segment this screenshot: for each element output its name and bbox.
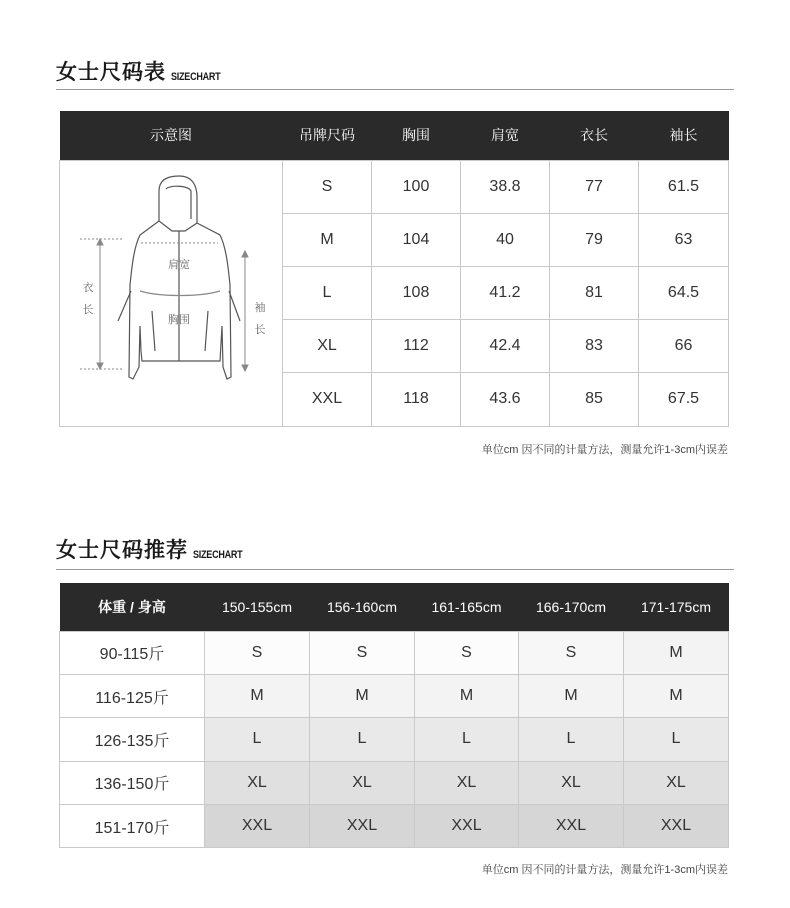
size-recommend-row-label: 90-115斤 (60, 631, 205, 674)
size-recommend-cell: S (310, 631, 415, 674)
size-recommend-cell: M (624, 631, 729, 674)
size-chart-header-cell: 衣长 (550, 111, 639, 160)
size-chart-table (59, 111, 729, 427)
size-recommend-row-label: 116-125斤 (60, 674, 205, 717)
size-recommend-title-en: SIZECHART (193, 549, 243, 561)
size-recommend-cell: XXL (415, 805, 519, 848)
size-recommend-divider (56, 569, 734, 570)
size-chart-cell: 108 (372, 266, 461, 319)
label-chest: 胸围 (168, 312, 190, 326)
size-recommend-header-row (60, 583, 729, 631)
size-chart-header-cell: 肩宽 (461, 111, 550, 160)
size-chart-cell: 104 (372, 213, 461, 266)
label-shoulder: 肩宽 (168, 257, 190, 271)
size-recommend-row (60, 674, 729, 717)
size-recommend-cell: M (310, 674, 415, 717)
size-recommend-header-cell: 体重 / 身高 (60, 583, 205, 631)
size-chart-cell: 61.5 (639, 160, 729, 213)
size-recommend-note: 单位cm 因不同的计量方法，测量允许1-3cm内误差 (481, 864, 728, 876)
size-chart-cell: 66 (639, 320, 729, 373)
size-recommend-cell: XL (205, 761, 310, 804)
size-recommend-cell: XXL (310, 805, 415, 848)
size-chart-cell: 41.2 (461, 266, 550, 319)
size-chart-cell: M (283, 213, 372, 266)
size-recommend-row-label: 136-150斤 (60, 761, 205, 804)
size-chart-title-zh: 女士尺码表 (56, 61, 166, 84)
size-chart-title (56, 56, 231, 86)
jacket-diagram-cell (60, 160, 283, 426)
size-chart-cell: 100 (372, 160, 461, 213)
size-recommend-cell: M (519, 674, 624, 717)
size-recommend-row (60, 761, 729, 804)
size-chart-cell: 77 (550, 160, 639, 213)
size-recommend-title (56, 534, 253, 564)
size-chart-cell: 63 (639, 213, 729, 266)
size-chart-row (60, 160, 729, 213)
label-sleeve-2: 长 (254, 322, 266, 336)
size-recommend-header-cell: 156-160cm (310, 583, 415, 631)
size-chart-cell: 85 (550, 373, 639, 426)
size-recommend-cell: XL (519, 761, 624, 804)
size-chart-cell: 83 (550, 320, 639, 373)
size-recommend-cell: S (205, 631, 310, 674)
size-chart-cell: XL (283, 320, 372, 373)
size-recommend-cell: XXL (205, 805, 310, 848)
size-recommend-cell: S (415, 631, 519, 674)
size-recommend-row (60, 631, 729, 674)
size-recommend-cell: L (624, 718, 729, 761)
size-chart-note: 单位cm 因不同的计量方法，测量允许1-3cm内误差 (481, 444, 728, 456)
size-recommend-cell: XL (624, 761, 729, 804)
size-recommend-row-label: 151-170斤 (60, 805, 205, 848)
size-recommend-header-cell: 166-170cm (519, 583, 624, 631)
size-chart-cell: 38.8 (461, 160, 550, 213)
size-recommend-cell: XL (415, 761, 519, 804)
size-chart-cell: 118 (372, 373, 461, 426)
size-chart-cell: 67.5 (639, 373, 729, 426)
size-recommend-row (60, 805, 729, 848)
size-recommend-row (60, 718, 729, 761)
size-recommend-cell: M (624, 674, 729, 717)
size-recommend-cell: XXL (624, 805, 729, 848)
size-chart-cell: 79 (550, 213, 639, 266)
size-recommend-cell: XXL (519, 805, 624, 848)
size-chart-header-cell: 袖长 (639, 111, 729, 160)
size-recommend-header-cell: 150-155cm (205, 583, 310, 631)
size-chart-header-cell: 示意图 (60, 111, 283, 160)
size-chart-header-cell: 吊牌尺码 (283, 111, 372, 160)
size-recommend-cell: L (415, 718, 519, 761)
label-length-2: 长 (82, 302, 94, 316)
size-recommend-cell: L (310, 718, 415, 761)
size-recommend-row-label: 126-135斤 (60, 718, 205, 761)
size-recommend-cell: XL (310, 761, 415, 804)
size-chart-cell: XXL (283, 373, 372, 426)
size-recommend-table (59, 583, 729, 848)
size-chart-cell: L (283, 266, 372, 319)
size-chart-cell: 42.4 (461, 320, 550, 373)
size-recommend-title-zh: 女士尺码推荐 (56, 539, 188, 562)
size-recommend-cell: S (519, 631, 624, 674)
size-chart-cell: 64.5 (639, 266, 729, 319)
label-length-1: 衣 (82, 280, 94, 294)
size-chart-cell: 81 (550, 266, 639, 319)
size-recommend-cell: L (205, 718, 310, 761)
size-recommend-header-cell: 171-175cm (624, 583, 729, 631)
size-chart-divider (56, 89, 734, 90)
size-recommend-cell: M (205, 674, 310, 717)
size-chart-cell: 112 (372, 320, 461, 373)
size-chart-header-cell: 胸围 (372, 111, 461, 160)
size-chart-title-en: SIZECHART (171, 71, 221, 83)
label-sleeve-1: 袖 (254, 300, 266, 314)
jacket-diagram-icon (60, 161, 282, 421)
size-recommend-header-cell: 161-165cm (415, 583, 519, 631)
size-recommend-cell: L (519, 718, 624, 761)
size-recommend-cell: M (415, 674, 519, 717)
size-chart-cell: 43.6 (461, 373, 550, 426)
size-chart-header-row (60, 111, 729, 160)
size-chart-cell: 40 (461, 213, 550, 266)
size-chart-cell: S (283, 160, 372, 213)
